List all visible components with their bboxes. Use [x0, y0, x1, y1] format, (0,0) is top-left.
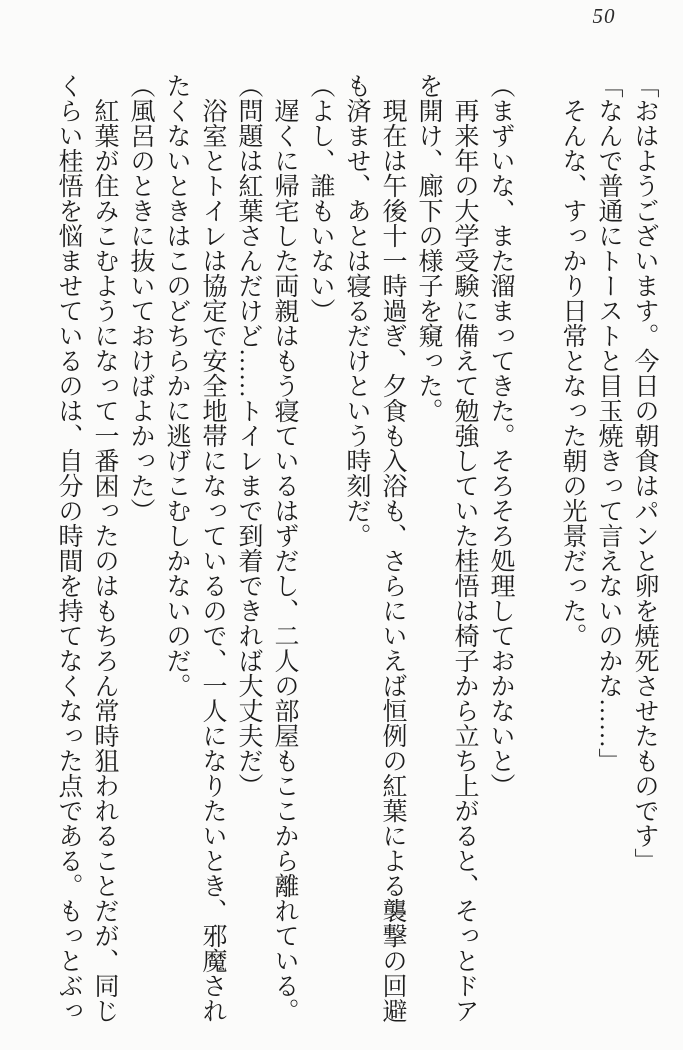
para-thought: （風呂のときに抜いておけばよかった）: [127, 73, 154, 523]
para-thought: （まずいな、また溜まってきた。そろそろ処理しておかないと）: [487, 73, 514, 798]
text-body: [46, 73, 662, 1033]
para-narration: 再来年の大学受験に備えて勉強していた桂悟は椅子から立ち上がると、そっとドアを開け、廊下の様子を窺った。: [415, 73, 478, 1023]
para-narration: 現在は午後十一時過ぎ、夕食も入浴も、さらにいえば恒例の紅葉による襲撃の回避も済ませ、あとは寝るだけという時刻だ。: [343, 73, 406, 1023]
para-narration: 浴室とトイレは協定で安全地帯になっているので、一人になりたいとき、邪魔されたくないときはこのどちらかに逃げこむしかないのだ。: [163, 73, 226, 1023]
para-narration: 遅くに帰宅した両親はもう寝ているはずだし、二人の部屋もここから離れている。: [271, 73, 298, 1023]
para-narration: そんな、すっかり日常となった朝の光景だった。: [559, 73, 586, 648]
para-dialogue: 「おはようございます。今日の朝食はパンと卵を焼死させたものです」: [631, 73, 658, 873]
para-thought: （問題は紅葉さんだけど……トイレまで到着できれば大丈夫だ）: [235, 73, 262, 798]
page-number: 50: [592, 4, 616, 28]
para-dialogue: 「なんで普通にトーストと目玉焼きって言えないのかな……」: [595, 73, 622, 773]
para-thought: （よし、誰もいない）: [307, 73, 334, 323]
para-narration: 紅葉が住みこむようになって一番困ったのはもちろん常時狙われることだが、同じくらい桂悟を悩ませているのは、自分の時間を持てなくなった点である。もっとぶっ: [55, 73, 118, 1023]
blank-line: [518, 73, 554, 1033]
